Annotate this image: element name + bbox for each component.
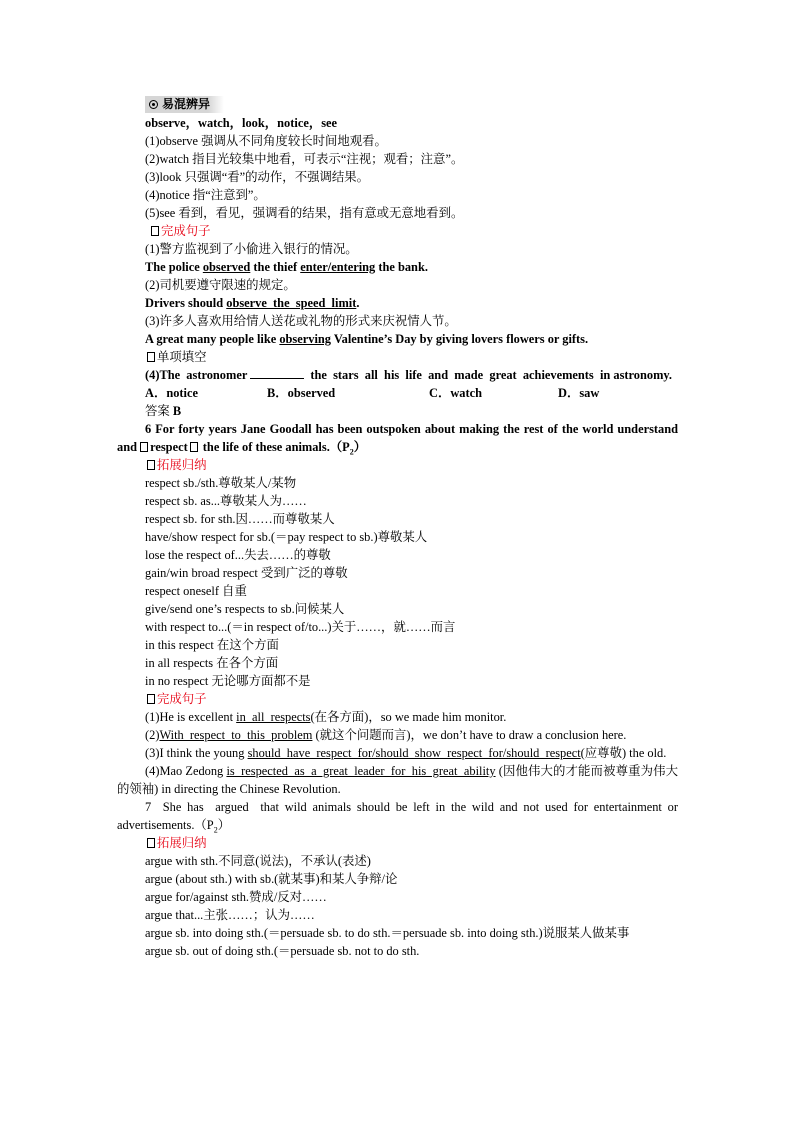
respect-item: have/show respect for sb.(＝pay respect to sb.)尊敬某人 (145, 530, 428, 544)
question-4-options (117, 384, 678, 402)
example-2-cn: (2)司机要遵守限速的规定。 (145, 278, 296, 292)
example-1-cn: (1)警方监视到了小偷进入银行的情况。 (145, 242, 358, 256)
definition-2: (2)watch 指目光较集中地看，可表示“注视；观看；注意”。 (145, 152, 464, 166)
respect-item: respect sb./sth.尊敬某人/某物 (145, 476, 297, 490)
item-6: 6 For forty years Jane Goodall has been outspoken about making the rest of the world understand and respect the life of these $animals.(P_2)$ (117, 422, 678, 457)
argue-item: argue sb. into doing sth.(＝persuade sb. to do sth.＝persuade sb. into doing sth.)说服某人做某事 (145, 926, 630, 940)
respect-item: in no respect 无论哪方面都不是 (145, 674, 311, 688)
bullet-circle-icon (149, 100, 158, 109)
definition-1: (1)observe 强调从不同角度较长时间地观看。 (145, 134, 387, 148)
argue-item: argue sb. out of doing sth.(＝persuade sb. not to do sth. (145, 944, 420, 958)
option-a: A．notice (145, 386, 198, 400)
definition-4: (4)notice 指“注意到”。 (145, 188, 266, 202)
respect-item: respect sb. for sth.因……而尊敬某人 (145, 512, 335, 526)
respect-example-4: (4)Mao Zedong is respected as a great leader for his great ability (因他伟大的才能而被尊重为伟大的领袖) in directing the Chinese Revolution. (117, 764, 678, 796)
square-bullet-icon (147, 352, 155, 362)
complete-sentence-label-2: 完成句子 (117, 690, 678, 708)
respect-item: in this respect 在这个方面 (145, 638, 279, 652)
respect-item: respect sb. as...尊敬某人为…… (145, 494, 307, 508)
question-4: (4)The astronomer the stars all his life and made great achievements in astronomy. (145, 368, 673, 382)
respect-item: in all respects 在各个方面 (145, 656, 279, 670)
answer-line: 答案 B (145, 404, 182, 418)
square-bullet-icon (147, 838, 155, 848)
option-c: C．watch (429, 386, 482, 400)
example-3-cn: (3)许多人喜欢用给情人送花或礼物的形式来庆祝情人节。 (145, 314, 457, 328)
respect-item: gain/win broad respect 受到广泛的尊敬 (145, 566, 348, 580)
expand-label-2: 拓展归纳 (117, 834, 678, 852)
respect-item: give/send one’s respects to sb.问候某人 (145, 602, 345, 616)
argue-item: argue (about sth.) with sb.(就某事)和某人争辩/论 (145, 872, 398, 886)
square-bullet-icon (147, 460, 155, 470)
definition-3: (3)look 只强调“看”的动作，不强调结果。 (145, 170, 370, 184)
respect-example-1: (1)He is excellent in all respects(在各方面)，so we made him monitor. (145, 710, 507, 724)
argue-item: argue that...主张……；认为…… (145, 908, 315, 922)
respect-example-2: (2)With respect to this problem (就这个问题而言)，we don’t have to draw a conclusion here. (145, 728, 627, 742)
square-bullet-icon (151, 226, 159, 236)
example-1-en: The police observed the thief enter/entering the bank. (145, 260, 428, 274)
definition-5: (5)see 看到，看见，强调看的结果，指有意或无意地看到。 (145, 206, 464, 220)
bracket-box-icon (190, 442, 198, 452)
respect-item: with respect to...(＝in respect of/to...)关于……，就……而言 (145, 620, 456, 634)
square-bullet-icon (147, 694, 155, 704)
example-3-en: A great many people like observing Valentine’s Day by giving lovers flowers or gifts. (145, 332, 589, 346)
respect-example-3: (3)I think the young should have respect for/should show respect for/should respect(应尊敬) the old. (145, 746, 667, 760)
single-choice-label: 单项填空 (117, 348, 678, 366)
section-header (117, 95, 678, 113)
option-b: B．observed (267, 386, 336, 400)
option-d: D．saw (558, 386, 600, 400)
respect-item: respect oneself 自重 (145, 584, 247, 598)
argue-item: argue with sth.不同意(说法)，不承认(表述) (145, 854, 371, 868)
answer-blank (250, 366, 304, 379)
example-2-en: Drivers should observe the speed limit. (145, 296, 360, 310)
section-badge: 易混辨异 (145, 96, 224, 113)
argue-item: argue for/against sth.赞成/反对…… (145, 890, 327, 904)
respect-item: lose the respect of...失去……的尊敬 (145, 548, 331, 562)
bracket-box-icon (140, 442, 148, 452)
item-7: 7 She has argued that wild animals should be left in the wild and not used for entertainment or $advertisements.(P_2)$ (117, 800, 682, 835)
document-page (117, 95, 682, 960)
heading: observe，watch，look，notice，see (145, 116, 338, 130)
expand-label: 拓展归纳 (117, 456, 678, 474)
complete-sentence-label: 完成句子 (117, 222, 678, 240)
